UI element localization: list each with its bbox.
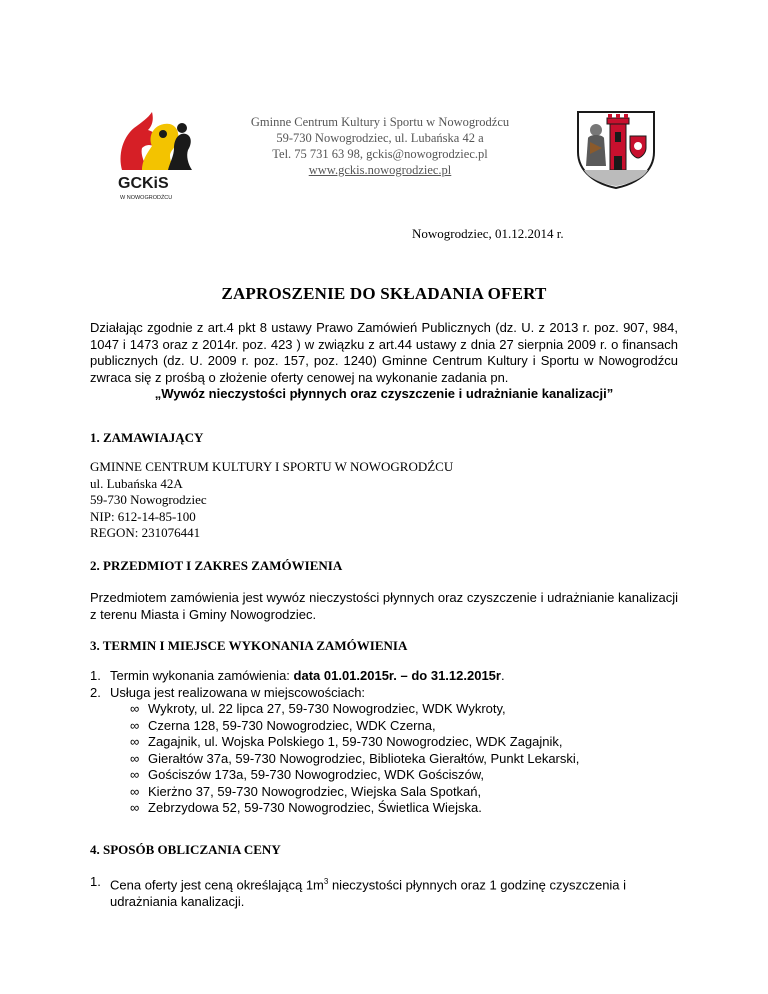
section-3-list bbox=[90, 668, 678, 817]
location-text: Wykroty, ul. 22 lipca 27, 59-730 Nowogrodziec, WDK Wykroty, bbox=[148, 701, 506, 716]
logo-text: GCKiS bbox=[118, 175, 169, 192]
infinity-bullet-icon: ∞ bbox=[130, 734, 140, 749]
location-item bbox=[130, 800, 678, 817]
orderer-street: ul. Lubańska 42A bbox=[90, 475, 183, 491]
infinity-bullet-icon: ∞ bbox=[130, 800, 140, 815]
task-name: „Wywóz nieczystości płynnych oraz czyszczenie i udrażnianie kanalizacji” bbox=[154, 386, 614, 401]
coat-of-arms-icon bbox=[574, 108, 658, 190]
list-item bbox=[90, 668, 678, 685]
orderer-regon: REGON: 231076441 bbox=[90, 525, 201, 540]
list-item bbox=[90, 685, 678, 817]
section-4-body bbox=[90, 874, 678, 910]
document-date: Nowogrodziec, 01.12.2014 r. bbox=[412, 226, 564, 241]
list-item-number: 2. bbox=[90, 684, 101, 700]
location-text: Kierżno 37, 59-730 Nowogrodziec, Wiejska Sala Spotkań, bbox=[148, 783, 482, 799]
gckis-logo bbox=[112, 108, 198, 204]
section-3-body bbox=[90, 668, 678, 817]
orderer-city: 59-730 Nowogrodziec bbox=[90, 492, 207, 507]
document-title: ZAPROSZENIE DO SKŁADANIA OFERT bbox=[221, 284, 547, 303]
orderer-name: GMINNE CENTRUM KULTURY I SPORTU W NOWOGRODŹCU bbox=[90, 459, 454, 474]
term-dates: data 01.01.2015r. – do 31.12.2015r bbox=[293, 668, 501, 683]
location-text: Gościszów 173a, 59-730 Nowogrodziec, WDK Gościszów, bbox=[148, 767, 484, 782]
location-text: Gierałtów 37a, 59-730 Nowogrodziec, Biblioteka Gierałtów, Punkt Lekarski, bbox=[148, 750, 580, 766]
coat-of-arms bbox=[574, 108, 658, 190]
infinity-bullet-icon: ∞ bbox=[130, 701, 140, 716]
locations-intro: Usługa jest realizowana w miejscowościach: bbox=[110, 684, 366, 700]
infinity-bullet-icon: ∞ bbox=[130, 750, 140, 766]
price-text-a: Cena oferty jest ceną określającą 1m bbox=[110, 877, 324, 893]
section-4-heading: 4. SPOSÓB OBLICZANIA CENY bbox=[90, 842, 281, 857]
section-1-body bbox=[90, 459, 678, 542]
logo-subtext: W NOWOGRODŹCU bbox=[120, 195, 173, 201]
infinity-bullet-icon: ∞ bbox=[130, 717, 140, 733]
infinity-bullet-icon: ∞ bbox=[130, 767, 140, 782]
orderer-nip: NIP: 612-14-85-100 bbox=[90, 508, 196, 524]
gckis-logo-icon bbox=[112, 108, 198, 204]
org-address: 59-730 Nowogrodziec, ul. Lubańska 42 a bbox=[276, 131, 484, 145]
section-1-heading: 1. ZAMAWIAJĄCY bbox=[90, 430, 204, 445]
price-text-sup: 3 bbox=[323, 877, 329, 886]
location-item bbox=[130, 734, 678, 751]
intro-text: Działając zgodnie z art.4 pkt 8 ustawy Prawo Zamówień Publicznych (dz. U. z 2013 r. poz. 907, 984, 1047 i 1473 oraz z 2014r. poz. 423 ) w związku z art.44 ustawy z dnia 27 sierpnia 2009 r. o finansach publicznych (dz. U. 2009 r. poz. 157, poz. 1240) Gminne Centrum Kultury i Sportu w Nowogrodźcu zwraca się z prośbą o złożenie oferty cenowej na wykonanie zadania pn. bbox=[90, 320, 678, 385]
locations-list bbox=[110, 701, 678, 817]
list-item bbox=[90, 874, 678, 910]
location-text: Czerna 128, 59-730 Nowogrodziec, WDK Czerna, bbox=[148, 717, 436, 733]
location-text: Zagajnik, ul. Wojska Polskiego 1, 59-730 Nowogrodziec, WDK Zagajnik, bbox=[148, 734, 563, 749]
location-item bbox=[130, 784, 678, 801]
location-item bbox=[130, 751, 678, 768]
location-item bbox=[130, 718, 678, 735]
org-name: Gminne Centrum Kultury i Sportu w Nowogrodźcu bbox=[250, 115, 510, 129]
section-2-heading: 2. PRZEDMIOT I ZAKRES ZAMÓWIENIA bbox=[90, 558, 343, 573]
term-suffix: . bbox=[500, 668, 505, 683]
location-text: Zebrzydowa 52, 59-730 Nowogrodziec, Świetlica Wiejska. bbox=[148, 800, 482, 815]
list-item-number: 1. bbox=[90, 874, 101, 889]
section-4-list bbox=[90, 874, 678, 910]
price-text-b: nieczystości płynnych oraz 1 godzinę czyszczenia i udrażniania kanalizacji. bbox=[110, 877, 627, 909]
list-item-number: 1. bbox=[90, 668, 101, 683]
intro-paragraph bbox=[90, 320, 678, 403]
infinity-bullet-icon: ∞ bbox=[130, 783, 140, 799]
section-3-heading: 3. TERMIN I MIEJSCE WYKONANIA ZAMÓWIENIA bbox=[90, 638, 408, 653]
org-contact: Tel. 75 731 63 98, gckis@nowogrodziec.pl bbox=[272, 147, 488, 161]
location-item bbox=[130, 701, 678, 718]
term-label: Termin wykonania zamówienia: bbox=[110, 668, 294, 683]
organization-header bbox=[220, 114, 540, 178]
section-2-body: Przedmiotem zamówienia jest wywóz nieczystości płynnych oraz czyszczenie i udrażnianie kanalizacji z terenu Miasta i Gminy Nowogrodziec. bbox=[90, 590, 678, 622]
org-website-link[interactable]: www.gckis.nowogrodziec.pl bbox=[308, 163, 452, 177]
location-item bbox=[130, 767, 678, 784]
